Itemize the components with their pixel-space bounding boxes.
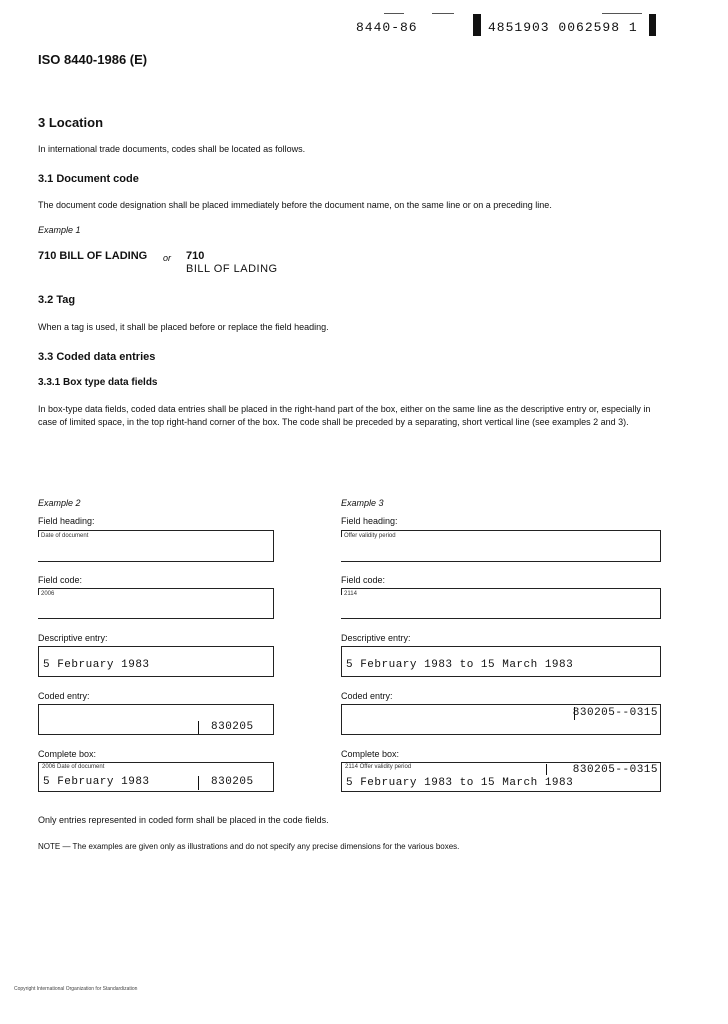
ex3-complete-label: Complete box: (341, 749, 400, 759)
ex3-descriptive-value: 5 February 1983 to 15 March 1983 (346, 659, 574, 671)
barcode-number: 4851903 0062598 1 (488, 20, 638, 35)
ex2-descriptive-label: Descriptive entry: (38, 633, 108, 643)
ex3-descriptive-box (341, 646, 661, 677)
header-black-mark (473, 14, 481, 36)
ex2-complete-header: 2006 Date of document (42, 764, 105, 770)
example-1-left: 710 BILL OF LADING (38, 250, 148, 262)
ex2-field-code-value: 2006 (41, 591, 55, 597)
ex3-complete-code: 830205--0315 (572, 764, 658, 776)
copyright-notice: Copyright International Organization for Standardization (14, 986, 138, 992)
ex2-coded-separator (198, 721, 199, 734)
ex3-field-heading-label: Field heading: (341, 516, 398, 526)
ex2-complete-box (38, 762, 274, 792)
ex2-field-heading-value: Date of document (41, 533, 89, 539)
ex3-descriptive-label: Descriptive entry: (341, 633, 411, 643)
example-3-label: Example 3 (341, 498, 384, 508)
section-3-heading: 3 Location (38, 115, 104, 130)
example-1-right-name: BILL OF LADING (186, 263, 278, 275)
ex3-field-code-value: 2114 (344, 591, 357, 597)
standard-identifier: ISO 8440-1986 (E) (38, 52, 148, 67)
ex2-field-heading-label: Field heading: (38, 516, 95, 526)
ex2-descriptive-box (38, 646, 274, 677)
section-3-1-text: The document code designation shall be placed immediately before the document name, on the same line or on a preceding line. (38, 200, 552, 210)
ex2-coded-box (38, 704, 274, 735)
ex3-field-code-label: Field code: (341, 575, 386, 585)
header-rule-left (384, 13, 404, 14)
ex3-field-code-box (341, 588, 661, 619)
ex3-coded-label: Coded entry: (341, 691, 393, 701)
section-3-2-text: When a tag is used, it shall be placed before or replace the field heading. (38, 322, 329, 332)
ex3-coded-value: 830205--0315 (572, 707, 658, 719)
ex2-field-heading-box (38, 530, 274, 562)
ex3-coded-box (341, 704, 661, 735)
ex3-complete-box (341, 762, 661, 792)
ex2-complete-desc: 5 February 1983 (43, 776, 150, 788)
section-3-3-heading: 3.3 Coded data entries (38, 351, 156, 363)
ex2-field-code-label: Field code: (38, 575, 83, 585)
header-rule-mid (432, 13, 454, 14)
ex2-coded-value: 830205 (211, 721, 254, 733)
section-3-1-heading: 3.1 Document code (38, 173, 139, 185)
ex2-complete-separator (198, 776, 199, 790)
ex2-field-code-box (38, 588, 274, 619)
example-1-or: or (163, 253, 172, 263)
ex3-field-heading-value: Offer validity period (344, 533, 396, 539)
section-3-2-heading: 3.2 Tag (38, 294, 76, 306)
ex2-descriptive-value: 5 February 1983 (43, 659, 150, 671)
note-text: NOTE — The examples are given only as illustrations and do not specify any precise dimensions for the various boxes. (38, 842, 460, 851)
ex2-complete-code: 830205 (211, 776, 254, 788)
ex3-complete-desc: 5 February 1983 to 15 March 1983 (346, 777, 574, 789)
ex2-complete-label: Complete box: (38, 749, 97, 759)
ex3-complete-separator (546, 764, 547, 775)
ex2-coded-label: Coded entry: (38, 691, 90, 701)
example-2-label: Example 2 (38, 498, 81, 508)
ex3-field-heading-box (341, 530, 661, 562)
example-1-label: Example 1 (38, 225, 81, 235)
section-3-intro: In international trade documents, codes shall be located as follows. (38, 144, 306, 154)
coded-form-rule: Only entries represented in coded form shall be placed in the code fields. (38, 815, 329, 825)
section-3-3-1-heading: 3.3.1 Box type data fields (38, 377, 158, 388)
ex3-complete-header: 2114 Offer validity period (345, 764, 412, 770)
header-corner-mark (649, 14, 656, 36)
section-3-3-1-text: In box-type data fields, coded data entries shall be placed in the right-hand part of the box, either on the same line as the descriptive entry or, especially in case of limited space, in the top right-hand corner of the box. The code shall be preceded by a separating, short vertical line (see examples 2 and 3). (38, 404, 651, 427)
header-rule-right (602, 13, 642, 14)
example-1-right-code: 710 (186, 250, 205, 262)
document-reference-code: 8440-86 (356, 20, 418, 35)
